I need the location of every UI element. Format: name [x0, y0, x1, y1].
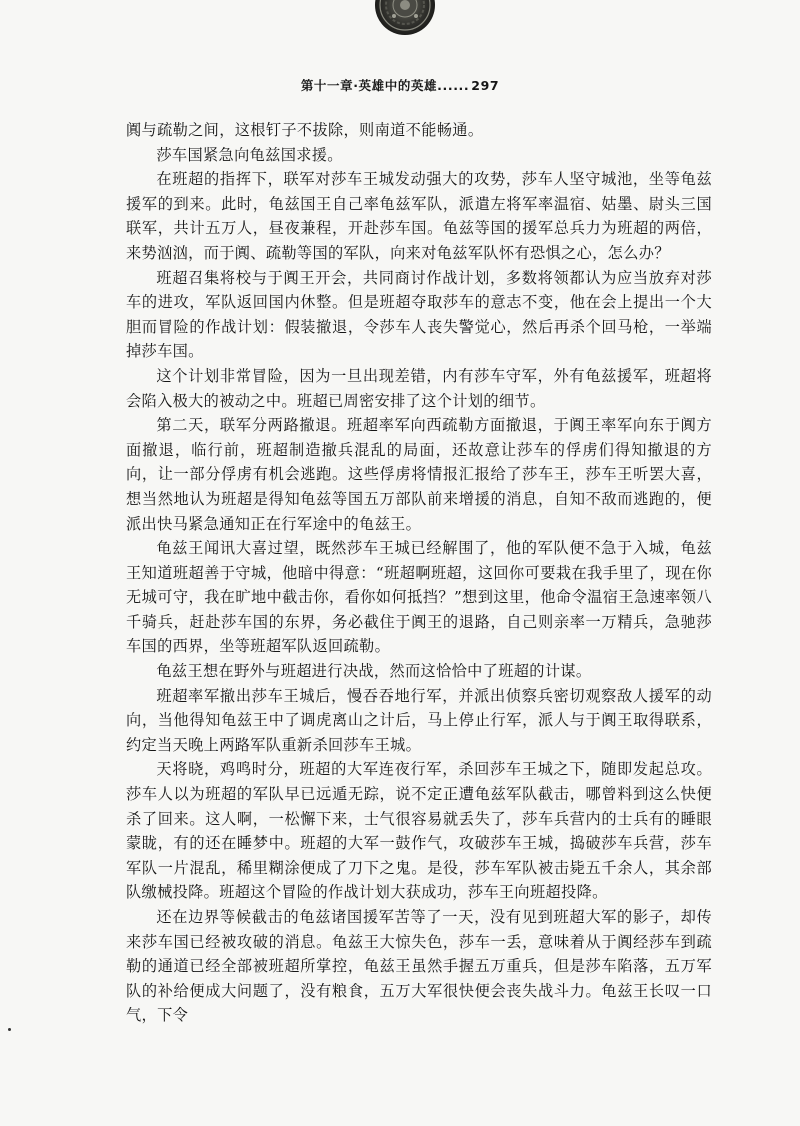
paragraph: 天将晓，鸡鸣时分，班超的大军连夜行军，杀回莎车王城之下，随即发起总攻。莎车人以为班超的军队早已远遁无踪，说不定正遭龟兹军队截击，哪曾料到这么快便杀了回来。这人啊，一松懈下来，士气很容易就丢失了，莎车兵营内的士兵有的睡眼蒙眬，有的还在睡梦中。班超的大军一鼓作气，攻破莎车王城，捣破莎车兵营，莎车军队一片混乱，稀里糊涂便成了刀下之鬼。是役，莎车军队被击毙五千余人，其余部队缴械投降。班超这个冒险的作战计划大获成功，莎车王向班超投降。: [126, 760, 712, 902]
running-header: [0, 76, 800, 94]
paragraph: 班超率军撤出莎车王城后，慢吞吞地行军，并派出侦察兵密切观察敌人援军的动向，当他得知龟兹王中了调虎离山之计后，马上停止行军，派人与于阗王取得联系，约定当天晚上两路军队重新杀回莎车王城。: [126, 686, 712, 754]
chapter-title: 第十一章·英雄中的英雄......: [300, 78, 470, 93]
paragraph: 莎车国紧急向龟兹国求援。: [156, 145, 343, 164]
paragraph: 第二天，联军分两路撤退。班超率军向西疏勒方面撤退，于阗王率军向东于阗方面撤退，临行前，班超制造撤兵混乱的局面，还故意让莎车的俘虏们得知撤退的方向，让一部分俘虏有机会逃跑。这些俘虏将情报汇报给了莎车王，莎车王听罢大喜，想当然地认为班超是得知龟兹等国五万部队前来增援的消息，自知不敌而逃跑的，便派出快马紧急通知正在行军途中的龟兹王。: [126, 416, 712, 533]
paragraph: 阗与疏勒之间，这根钉子不拔除，则南道不能畅通。: [126, 121, 484, 139]
decorative-bronze-mirror-image: [374, 0, 436, 36]
paragraph: 这个计划非常冒险，因为一旦出现差错，内有莎车守军，外有龟兹援军，班超将会陷入极大的被动之中。班超已周密安排了这个计划的细节。: [126, 366, 712, 410]
paragraph: 班超召集将校与于阗王开会，共同商讨作战计划，多数将领都认为应当放弃对莎车的进攻，军队返回国内休整。但是班超夺取莎车的意志不变，他在会上提出一个大胆而冒险的作战计划：假装撤退，令莎车人丧失警觉心，然后再杀个回马枪，一举端掉莎车国。: [126, 268, 712, 361]
body-text: [126, 118, 712, 1028]
paragraph: 龟兹王想在野外与班超进行决战，然而这恰恰中了班超的计谋。: [156, 662, 592, 681]
paragraph: 龟兹王闻讯大喜过望，既然莎车王城已经解围了，他的军队便不急于入城，龟兹王知道班超善于守城，他暗中得意：“班超啊班超，这回你可要栽在我手里了，现在你无城可守，我在旷地中截击你，看你如何抵挡？”想到这里，他命令温宿王急速率领八千骑兵，赶赴莎车国的东界，务必截住于阗王的退路，自己则亲率一万精兵，急驰莎车国的西界，坐等班超军队返回疏勒。: [126, 539, 712, 656]
page-number: 297: [471, 78, 500, 93]
paragraph: 还在边界等候截击的龟兹诸国援军苦等了一天，没有见到班超大军的影子，却传来莎车国已经被攻破的消息。龟兹王大惊失色，莎车一丢，意味着从于阗经莎车到疏勒的通道已经全部被班超所掌控，龟兹王虽然手握五万重兵，但是莎车陷落，五万军队的补给便成大问题了，没有粮食，五万大军很快便会丧失战斗力。龟兹王长叹一口气，下令: [126, 908, 712, 1025]
paragraph: 在班超的指挥下，联军对莎车王城发动强大的攻势，莎车人坚守城池，坐等龟兹援军的到来。此时，龟兹国王自己率龟兹军队，派遣左将军率温宿、姑墨、尉头三国联军，共计五万人，昼夜兼程，开赴莎车国。龟兹等国的援军总兵力为班超的两倍，来势汹汹，而于阗、疏勒等国的军队，向来对龟兹军队怀有恐惧之心，怎么办？: [126, 170, 712, 262]
scan-speck: [8, 1028, 11, 1031]
